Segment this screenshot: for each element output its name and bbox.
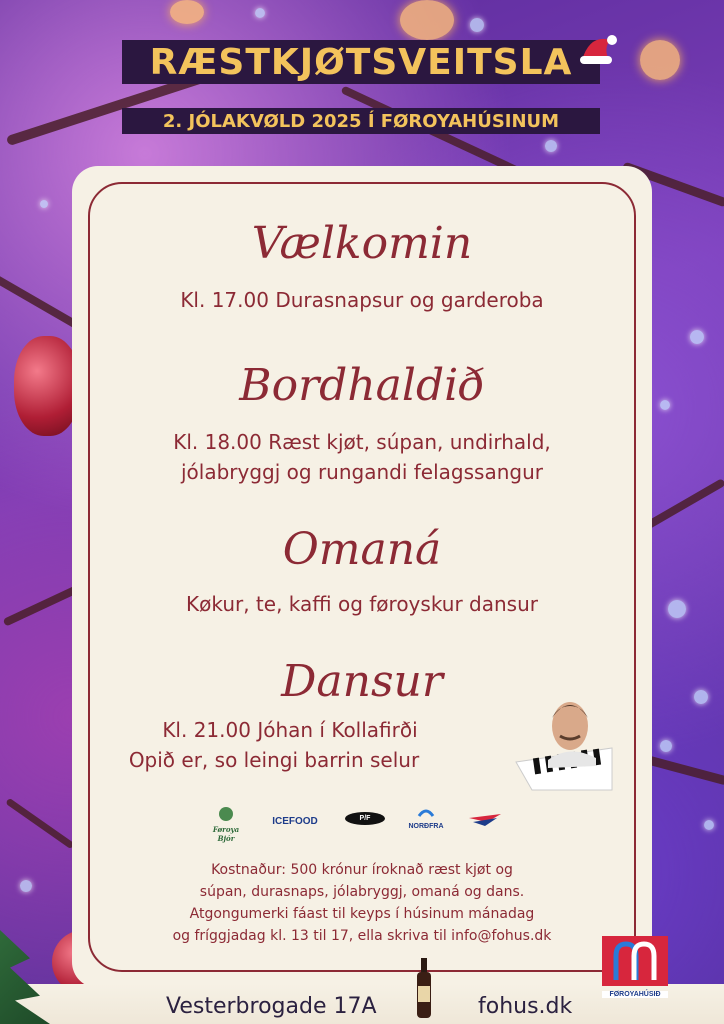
section-line: Køkur, te, kaffi og føroyskur dansur: [186, 592, 538, 616]
page-title: RÆSTKJØTSVEITSLA: [149, 41, 573, 83]
section-line: Kl. 17.00 Durasnapsur og garderoba: [180, 288, 544, 312]
santa-hat-icon: [578, 30, 618, 68]
section-line: Kl. 21.00 Jóhan í Kollafirði: [162, 718, 418, 742]
website-link[interactable]: fohus.dk: [478, 994, 573, 1019]
sponsor-logo-icefood: ICEFOOD: [272, 816, 318, 827]
section-heading-coffee: Omaná: [282, 524, 442, 575]
bird-icon: [467, 812, 505, 828]
beer-crest-icon: [216, 806, 236, 822]
sponsor-logo-nordfra: NORÐFRA: [406, 806, 446, 830]
section-line: Opið er, so leingi barrin selur: [128, 748, 420, 772]
section-line: jólabryggj og rungandi felagssangur: [181, 460, 543, 484]
sponsor-logo-pf: P/F: [345, 812, 385, 825]
price-info: súpan, durasnaps, jólabryggj, omaná og dans.: [199, 884, 525, 900]
section-heading-dinner: Bordhaldið: [239, 360, 485, 411]
ticket-info: Atgongumerki fáast til keyps í húsinum mánadag: [189, 906, 535, 922]
sponsor-logo-foroya-bjor: Føroya Bjór: [206, 806, 246, 843]
wave-icon: [417, 806, 435, 820]
foroyahusid-logo: FØROYAHÚSIÐ: [602, 936, 668, 998]
sponsor-logos: [200, 806, 520, 842]
subtitle-banner: [122, 108, 600, 134]
musician-photo: [512, 692, 616, 796]
price-info: Kostnaður: 500 krónur íroknað ræst kjøt og: [211, 862, 513, 878]
section-heading-dance: Dansur: [281, 656, 443, 707]
section-line: Kl. 18.00 Ræst kjøt, súpan, undirhald,: [173, 430, 551, 454]
title-banner: [122, 40, 600, 84]
bottle-icon: [414, 958, 434, 1018]
ticket-info: og fríggjadag kl. 13 til 17, ella skriva til info@fohus.dk: [172, 928, 552, 944]
event-date: 2. JÓLAKVØLD 2025 Í FØROYAHÚSINUM: [162, 110, 560, 132]
sponsor-logo-airline: [466, 812, 506, 831]
section-heading-welcome: Vælkomin: [251, 218, 473, 269]
address: Vesterbrogade 17A: [166, 994, 377, 1019]
faroe-house-icon: [602, 936, 668, 986]
